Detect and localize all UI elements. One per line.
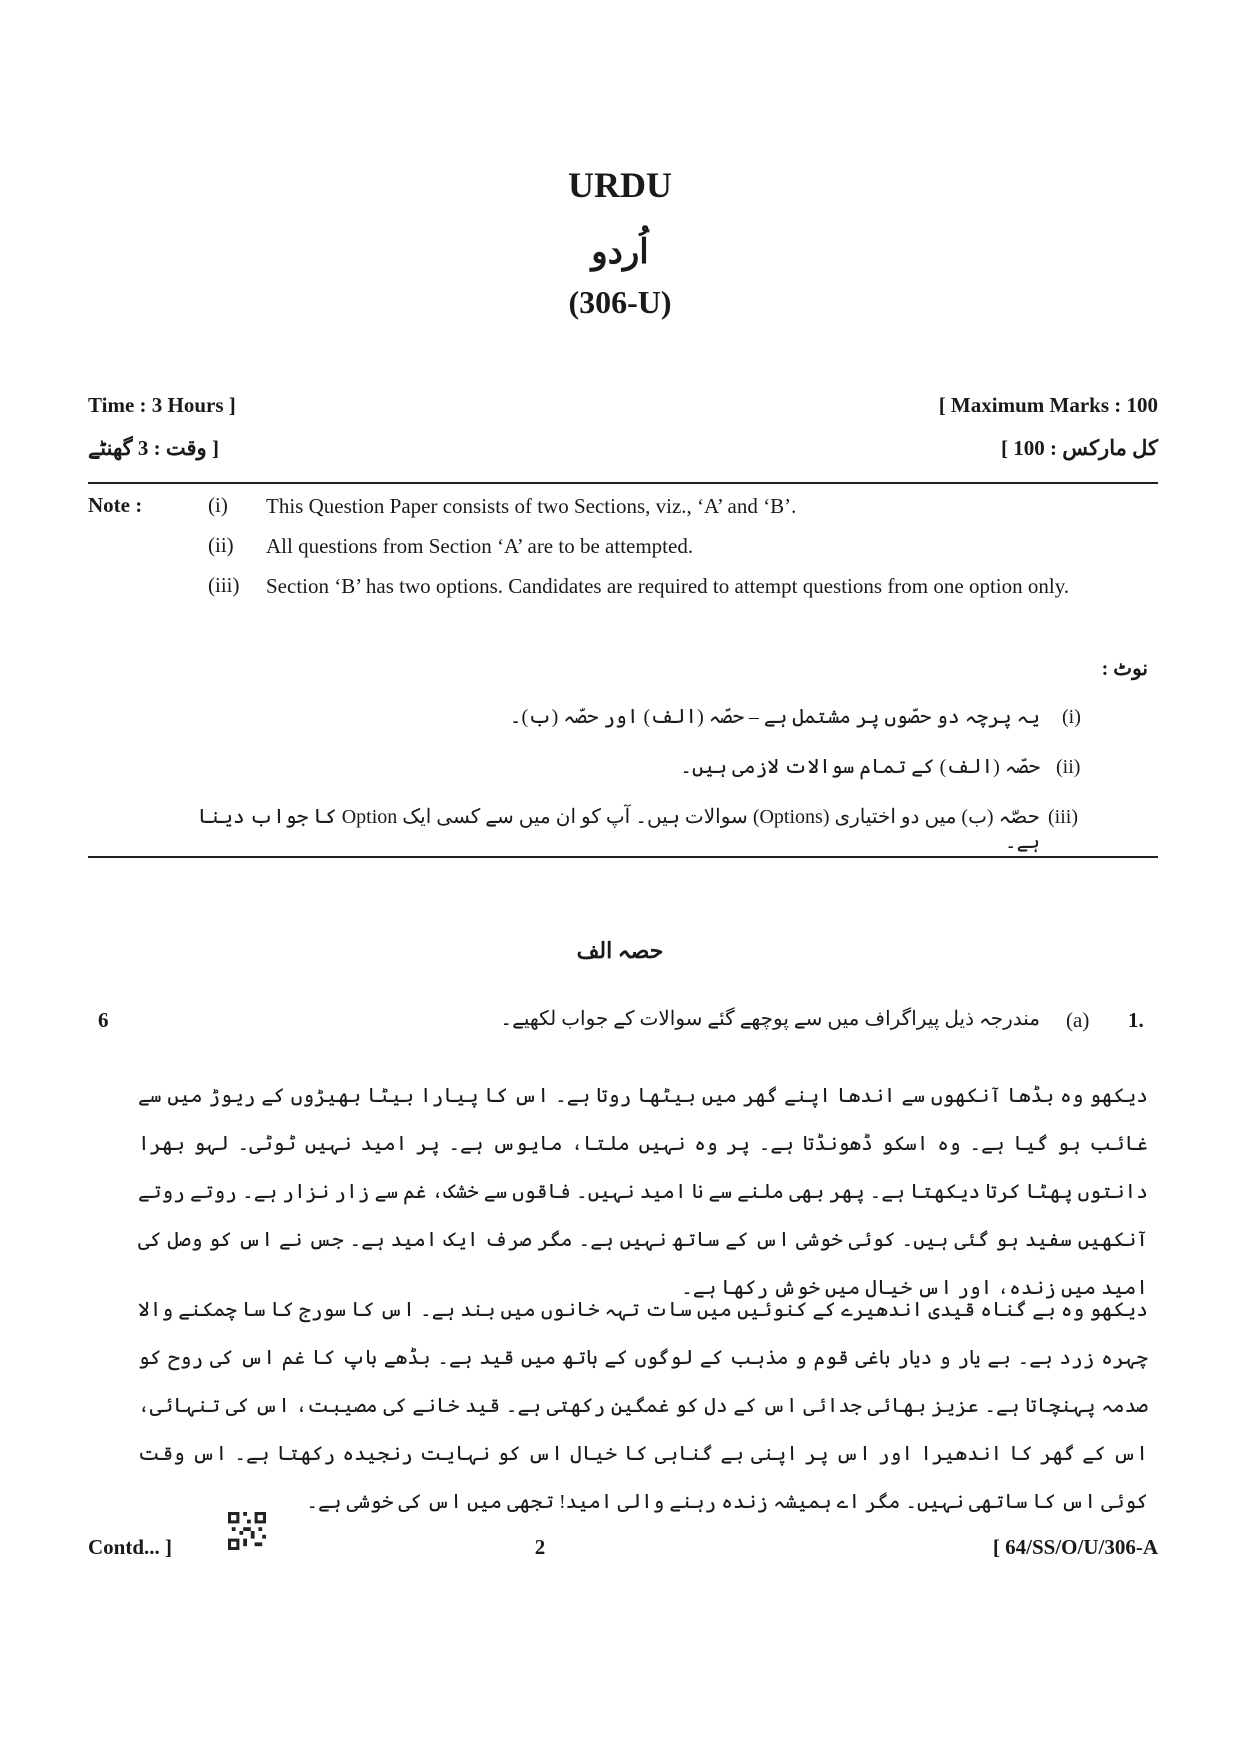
subject-code: (306-U) xyxy=(568,284,672,320)
subject-title-urdu: اُردو xyxy=(591,234,649,271)
note-label: Note : xyxy=(88,493,143,517)
urdu-note-label: نوٹ : xyxy=(1101,658,1148,680)
notes-divider xyxy=(88,856,1158,858)
section-heading: حصہ الف xyxy=(576,938,664,963)
page-number: 2 xyxy=(534,1535,546,1559)
question-instruction: مندرجہ ذیل پیراگراف میں سے پوچھے گئے سوالات کے جواب لکھیے۔ xyxy=(500,1008,1040,1030)
note-text-line: Section ‘B’ has two options. Candidates are required to attempt questions from one option only. xyxy=(266,574,1070,598)
note-text xyxy=(266,493,1158,520)
urdu-note-num: (ii) xyxy=(1056,756,1081,778)
urdu-note-text: یہ پرچہ دو حصّوں پر مشتمل ہے – حصّہ (الف) اور حصّہ (ب)۔ xyxy=(509,706,1040,728)
note-num: (ii) xyxy=(208,533,234,557)
passage-paragraph-1: دیکھو وہ بڈھا آنکھوں سے اندھا اپنے گھر میں بیٹھا روتا ہے۔ اس کا پیارا بیٹا بھیڑوں کے ریوڑ میں سے غائب ہو گیا ہے۔ وہ اسکو ڈھونڈتا ہے۔ پر وہ نہیں ملتا، مایوس ہے۔ پر امید نہیں ٹوٹی۔ لہو بھرا دانتوں پھٹا کرتا دیکھتا ہے۔ پھر بھی ملنے سے نا امید نہیں۔ فاقوں سے خشک، غم سے زار نزار ہے۔ روتے روتے آنکھیں سفید ہو گئی ہیں۔ کوئی خوشی اس کے ساتھ نہیں ہے۔ مگر صرف ایک امید ہے۔ جس نے اس کو وصل کی امید میں زندہ، اور اس خیال میں خوش رکھا ہے۔ xyxy=(138,1085,1148,1299)
max-marks-urdu: کل مارکس : 100 ] xyxy=(1001,436,1158,460)
urdu-note-num: (iii) xyxy=(1048,806,1078,828)
note-text-line: All questions from Section ‘A’ are to be attempted. xyxy=(266,534,694,558)
paper-code: [ 64/SS/O/U/306-A xyxy=(992,1535,1158,1559)
passage-paragraph-2: دیکھو وہ بے گناہ قیدی اندھیرے کے کنوئیں میں سات تہہ خانوں میں بند ہے۔ اس کا سورج کا سا چمکنے والا چہرہ زرد ہے۔ بے یار و دیار باغی قوم و مذہب کے لوگوں کے ہاتھ میں قید ہے۔ بڈھے باپ کا غم اس کی روح کو صدمہ پہنچاتا ہے۔ عزیز بھائی جدائی اس کے دل کو غمگین رکھتی ہے۔ قید خانے کی مصیبت، اس کی تنہائی، اس کے گھر کا اندھیرا اور اس پر اپنی بے گناہی کا خیال اس کو نہایت رنجیدہ رکھتا ہے۔ اس وقت کوئی اس کا ساتھی نہیں۔ مگر اے ہمیشہ زندہ رہنے والی امید! تجھی میں اس کی خوشی ہے۔ xyxy=(138,1299,1149,1513)
time-urdu: [ وقت : 3 گھنٹے xyxy=(88,436,219,460)
note-num: (iii) xyxy=(208,573,240,597)
note-text-line: This Question Paper consists of two Sections, viz., ‘A’ and ‘B’. xyxy=(266,494,797,518)
urdu-note-num: (i) xyxy=(1062,706,1081,728)
time-english: Time : 3 Hours ] xyxy=(88,393,236,417)
max-marks-english: [ Maximum Marks : 100 xyxy=(938,393,1158,417)
urdu-note-text: حصّہ (ب) میں دو اختیاری (Options) سوالات ہیں۔ آپ کو ان میں سے کسی ایک Option کا جواب دینا ہے۔ xyxy=(197,806,1040,853)
note-text xyxy=(266,533,1158,560)
qr-code-icon xyxy=(228,1512,266,1550)
subject-title: URDU xyxy=(568,165,672,205)
urdu-note-text: حصّہ (الف) کے تمام سوالات لازمی ہیں۔ xyxy=(680,756,1040,778)
header-divider xyxy=(88,482,1158,484)
note-num: (i) xyxy=(208,493,228,517)
note-text xyxy=(266,573,1158,600)
question-marks: 6 xyxy=(98,1008,109,1032)
question-number: 1. xyxy=(1128,1008,1144,1032)
question-part: (a) xyxy=(1066,1008,1090,1032)
continued-label: Contd... ] xyxy=(88,1535,173,1559)
